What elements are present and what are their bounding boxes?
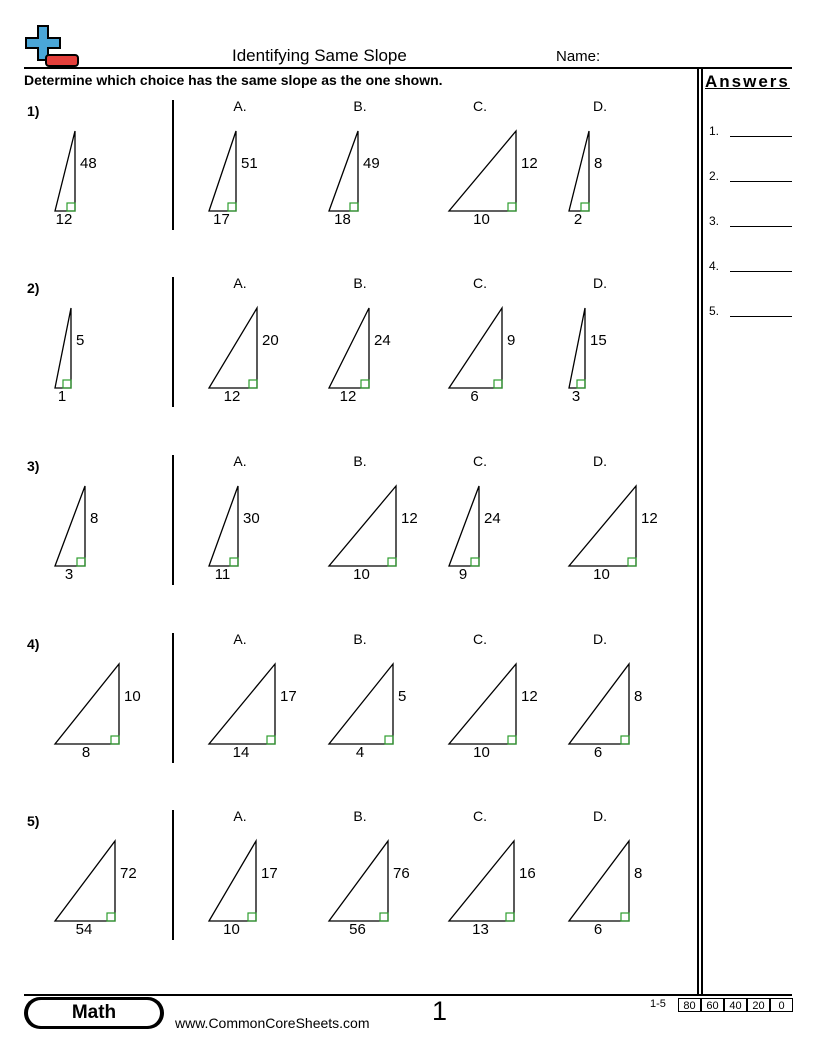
triangle-shape xyxy=(569,664,629,744)
rise-label: 5 xyxy=(76,332,85,349)
choice-triangle xyxy=(448,485,480,567)
rise-label: 8 xyxy=(90,510,99,527)
choice-triangle xyxy=(448,840,515,922)
triangle-shape xyxy=(209,664,275,744)
triangle-shape xyxy=(449,486,479,566)
right-angle-marker xyxy=(508,203,516,211)
triangle-shape xyxy=(55,486,85,566)
score-box: 0 xyxy=(770,998,793,1012)
triangle-shape xyxy=(449,664,516,744)
choice-letter: C. xyxy=(473,453,487,469)
right-angle-marker xyxy=(471,558,479,566)
rise-label: 24 xyxy=(484,510,501,527)
right-angle-marker xyxy=(350,203,358,211)
right-angle-marker xyxy=(621,913,629,921)
right-angle-marker xyxy=(581,203,589,211)
run-label: 6 xyxy=(593,744,603,761)
right-angle-marker xyxy=(249,380,257,388)
subject-badge xyxy=(24,997,164,1029)
answer-row xyxy=(709,124,793,140)
run-label: 4 xyxy=(355,744,365,761)
choice-triangle xyxy=(208,307,258,389)
answer-row xyxy=(709,304,793,320)
choice-triangle xyxy=(328,663,394,745)
problem-number: 2) xyxy=(27,280,40,296)
given-triangle xyxy=(54,840,116,922)
instructions: Determine which choice has the same slope as the one shown. xyxy=(24,72,443,88)
triangle-shape xyxy=(55,841,115,921)
run-label: 17 xyxy=(213,211,230,228)
choice-triangle xyxy=(448,663,517,745)
run-label: 11 xyxy=(214,566,231,583)
choice-triangle xyxy=(208,840,257,922)
right-angle-marker xyxy=(67,203,75,211)
rise-label: 5 xyxy=(398,688,407,705)
problem-number: 5) xyxy=(27,813,40,829)
subject-label: Math xyxy=(28,1000,160,1026)
answer-column-border-right xyxy=(701,68,703,994)
rise-label: 49 xyxy=(363,155,380,172)
run-label: 12 xyxy=(339,388,357,405)
website-text: www.CommonCoreSheets.com xyxy=(175,1015,370,1031)
choice-letter: D. xyxy=(593,808,607,824)
problem-number: 1) xyxy=(27,103,40,119)
right-angle-marker xyxy=(248,913,256,921)
choice-letter: D. xyxy=(593,631,607,647)
choice-letter: D. xyxy=(593,98,607,114)
answer-blank[interactable] xyxy=(730,316,792,317)
problem-number: 3) xyxy=(27,458,40,474)
right-angle-marker xyxy=(494,380,502,388)
right-angle-marker xyxy=(63,380,71,388)
rise-label: 12 xyxy=(401,510,418,527)
right-angle-marker xyxy=(77,558,85,566)
rise-label: 72 xyxy=(120,865,137,882)
answer-blank[interactable] xyxy=(730,271,792,272)
answer-blank[interactable] xyxy=(730,226,792,227)
triangle-shape xyxy=(569,486,636,566)
answer-column-border-left xyxy=(697,68,699,994)
triangle-shape xyxy=(209,308,257,388)
choice-triangle xyxy=(568,130,590,212)
rise-label: 51 xyxy=(241,155,258,172)
choice-triangle xyxy=(328,307,370,389)
triangle-shape xyxy=(329,486,396,566)
triangle-shape xyxy=(209,841,256,921)
choice-triangle xyxy=(448,307,503,389)
problem-divider xyxy=(172,277,174,407)
run-label: 3 xyxy=(64,566,74,583)
triangle-shape xyxy=(55,131,75,211)
choice-triangle xyxy=(328,840,389,922)
rise-label: 17 xyxy=(261,865,278,882)
answer-row xyxy=(709,259,793,275)
choice-letter: C. xyxy=(473,98,487,114)
right-angle-marker xyxy=(577,380,585,388)
choice-triangle xyxy=(208,130,237,212)
problem-divider xyxy=(172,633,174,763)
answer-number: 1. xyxy=(709,124,720,138)
header-rule xyxy=(24,67,792,69)
given-triangle xyxy=(54,485,86,567)
rise-label: 8 xyxy=(594,155,603,172)
choice-triangle xyxy=(568,307,586,389)
score-range-label: 1-5 xyxy=(650,998,666,1010)
run-label: 54 xyxy=(75,921,93,938)
answer-number: 4. xyxy=(709,259,720,273)
rise-label: 15 xyxy=(590,332,607,349)
run-label: 10 xyxy=(473,744,490,761)
rise-label: 48 xyxy=(80,155,97,172)
rise-label: 10 xyxy=(124,688,141,705)
rise-label: 30 xyxy=(243,510,260,527)
run-label: 10 xyxy=(223,921,240,938)
triangle-shape xyxy=(55,664,119,744)
choice-triangle xyxy=(328,485,397,567)
run-label: 10 xyxy=(353,566,370,583)
run-label: 10 xyxy=(473,211,490,228)
score-box: 60 xyxy=(701,998,724,1012)
choice-triangle xyxy=(328,130,359,212)
choice-letter: A. xyxy=(233,98,247,114)
right-angle-marker xyxy=(506,913,514,921)
choice-letter: A. xyxy=(233,275,247,291)
run-label: 12 xyxy=(223,388,241,405)
triangle-shape xyxy=(569,841,629,921)
right-angle-marker xyxy=(508,736,516,744)
run-label: 3 xyxy=(571,388,581,405)
run-label: 13 xyxy=(472,921,489,938)
run-label: 14 xyxy=(232,744,250,761)
run-label: 12 xyxy=(55,211,73,228)
footer-rule xyxy=(24,994,792,996)
answer-number: 5. xyxy=(709,304,720,318)
choice-triangle xyxy=(448,130,517,212)
rise-label: 12 xyxy=(641,510,658,527)
given-triangle xyxy=(54,130,76,212)
right-angle-marker xyxy=(107,913,115,921)
run-label: 2 xyxy=(573,211,583,228)
choice-triangle xyxy=(568,485,637,567)
rise-label: 20 xyxy=(262,332,279,349)
right-angle-marker xyxy=(380,913,388,921)
answer-blank[interactable] xyxy=(730,136,792,137)
rise-label: 76 xyxy=(393,865,410,882)
triangle-shape xyxy=(329,308,369,388)
problem-divider xyxy=(172,810,174,940)
triangle-shape xyxy=(329,841,388,921)
given-triangle xyxy=(54,307,72,389)
choice-letter: D. xyxy=(593,275,607,291)
answer-number: 3. xyxy=(709,214,720,228)
run-label: 56 xyxy=(349,921,366,938)
choice-letter: B. xyxy=(353,98,367,114)
triangle-shape xyxy=(209,486,238,566)
rise-label: 12 xyxy=(521,688,538,705)
answer-row xyxy=(709,169,793,185)
choice-letter: C. xyxy=(473,808,487,824)
run-label: 18 xyxy=(334,211,351,228)
right-angle-marker xyxy=(267,736,275,744)
score-box: 20 xyxy=(747,998,770,1012)
answer-blank[interactable] xyxy=(730,181,792,182)
answer-row xyxy=(709,214,793,230)
score-box: 80 xyxy=(678,998,701,1012)
choice-triangle xyxy=(208,485,239,567)
rise-label: 8 xyxy=(634,688,643,705)
right-angle-marker xyxy=(228,203,236,211)
problem-divider xyxy=(172,100,174,230)
rise-label: 9 xyxy=(507,332,516,349)
triangle-shape xyxy=(449,841,514,921)
choice-letter: B. xyxy=(353,453,367,469)
plus-minus-logo xyxy=(24,24,80,68)
right-angle-marker xyxy=(111,736,119,744)
rise-label: 12 xyxy=(521,155,538,172)
run-label: 9 xyxy=(458,566,468,583)
choice-letter: B. xyxy=(353,631,367,647)
choice-letter: A. xyxy=(233,808,247,824)
choice-letter: A. xyxy=(233,453,247,469)
rise-label: 16 xyxy=(519,865,536,882)
given-triangle xyxy=(54,663,120,745)
name-label: Name: xyxy=(556,48,601,65)
answer-number: 2. xyxy=(709,169,720,183)
right-angle-marker xyxy=(230,558,238,566)
run-label: 10 xyxy=(593,566,610,583)
run-label: 8 xyxy=(81,744,91,761)
score-box: 40 xyxy=(724,998,747,1012)
run-label: 1 xyxy=(57,388,67,405)
choice-letter: A. xyxy=(233,631,247,647)
rise-label: 24 xyxy=(374,332,391,349)
choice-letter: C. xyxy=(473,275,487,291)
answers-title: Answers xyxy=(705,72,790,91)
choice-letter: D. xyxy=(593,453,607,469)
right-angle-marker xyxy=(621,736,629,744)
triangle-shape xyxy=(449,308,502,388)
choice-triangle xyxy=(568,663,630,745)
problem-divider xyxy=(172,455,174,585)
worksheet-title: Identifying Same Slope xyxy=(232,46,407,65)
triangle-shape xyxy=(569,131,589,211)
right-angle-marker xyxy=(388,558,396,566)
right-angle-marker xyxy=(628,558,636,566)
triangle-shape xyxy=(329,664,393,744)
rise-label: 17 xyxy=(280,688,297,705)
run-label: 6 xyxy=(593,921,603,938)
run-label: 6 xyxy=(470,388,479,405)
page-number: 1 xyxy=(432,996,448,1026)
problem-number: 4) xyxy=(27,636,40,652)
choice-triangle xyxy=(568,840,630,922)
triangle-shape xyxy=(209,131,236,211)
triangle-shape xyxy=(329,131,358,211)
triangle-shape xyxy=(569,308,585,388)
right-angle-marker xyxy=(361,380,369,388)
choice-triangle xyxy=(208,663,276,745)
choice-letter: C. xyxy=(473,631,487,647)
triangle-shape xyxy=(449,131,516,211)
triangle-shape xyxy=(55,308,71,388)
choice-letter: B. xyxy=(353,808,367,824)
choice-letter: B. xyxy=(353,275,367,291)
right-angle-marker xyxy=(385,736,393,744)
rise-label: 8 xyxy=(634,865,643,882)
